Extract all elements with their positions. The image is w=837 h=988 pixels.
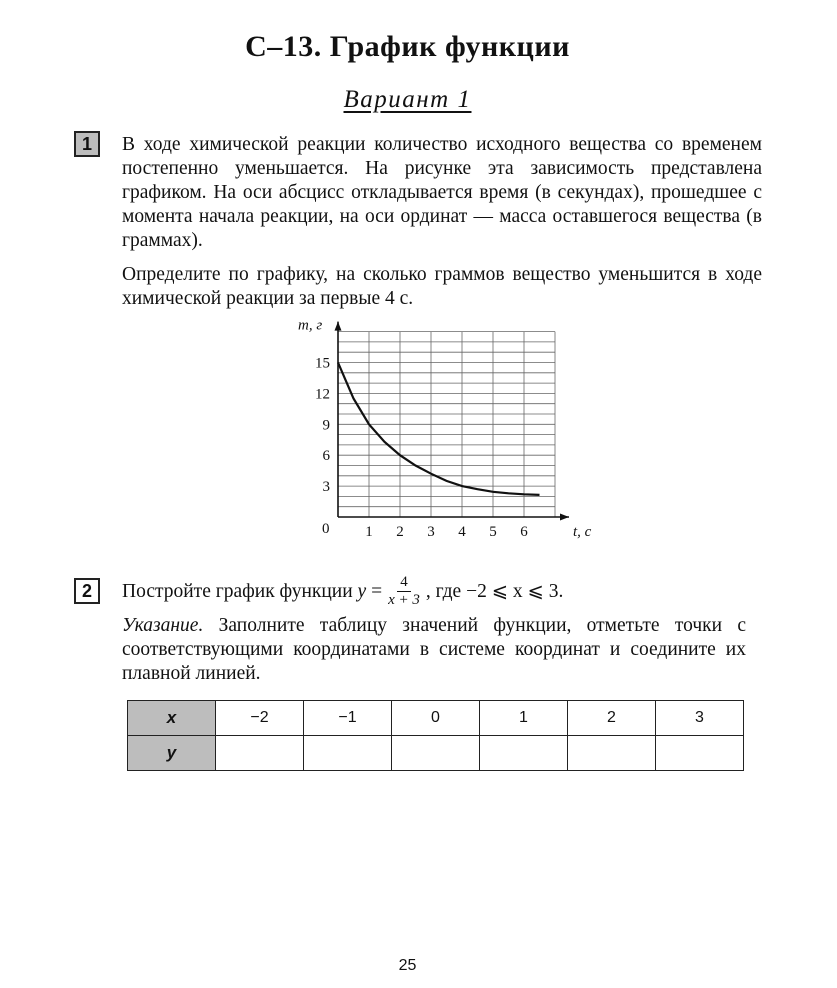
- y-tick-label: 15: [315, 355, 330, 372]
- table-y-cell[interactable]: [656, 736, 744, 771]
- x-tick-label: 3: [427, 524, 435, 540]
- table-x-cell: −1: [304, 701, 392, 736]
- x-tick-label: 2: [396, 524, 404, 540]
- task-2-prefix: Постройте график функции: [122, 580, 353, 602]
- hint-text: Заполните таблицу значений функции, отметьте точки с соответствующими координатами в системе координат и соедините их плавной линией.: [122, 615, 746, 684]
- y-axis-arrow: [335, 322, 342, 331]
- table-x-header: x: [128, 701, 216, 736]
- mass-time-chart: [290, 316, 592, 556]
- table-x-cell: 3: [656, 701, 744, 736]
- x-tick-label: 6: [520, 524, 528, 540]
- x-tick-label: 5: [489, 524, 497, 540]
- page-number: 25: [398, 957, 417, 974]
- table-x-cell: 1: [480, 701, 568, 736]
- page-title: С–13. График функции: [245, 30, 570, 63]
- table-y-cell[interactable]: [568, 736, 656, 771]
- table-x-cell: 0: [392, 701, 480, 736]
- task-2-statement: [122, 574, 762, 609]
- hint-label: Указание.: [122, 615, 204, 636]
- task-2-fraction: [385, 574, 423, 609]
- task-1-paragraph-2: Определите по графику, на сколько граммов вещество уменьшится в ходе химической реакции за первые 4 с.: [122, 264, 762, 309]
- y-tick-label: 6: [322, 448, 330, 465]
- y-tick-label: 3: [322, 479, 330, 496]
- fraction-numerator: 4: [397, 574, 411, 592]
- table-y-header: y: [128, 736, 216, 771]
- chart-y-axis-label: m, г: [298, 317, 323, 334]
- task-2-y-variable: y: [357, 580, 367, 602]
- table-y-cell[interactable]: [392, 736, 480, 771]
- chart-series-line: [338, 363, 540, 495]
- task-2-equals: =: [371, 580, 383, 602]
- fraction-denominator: x + 3: [388, 592, 420, 608]
- y-tick-label: 9: [322, 417, 330, 434]
- chart-origin-label: 0: [322, 521, 330, 537]
- table-row-x: [128, 701, 744, 736]
- task-2-number: 2: [74, 578, 100, 604]
- table-y-cell[interactable]: [304, 736, 392, 771]
- x-tick-label: 4: [458, 524, 466, 540]
- chart-x-axis-label: t, с: [573, 524, 592, 540]
- task-1-number: 1: [74, 131, 100, 157]
- task-1-paragraph-1: В ходе химической реакции количество исходного вещества со временем постепенно уменьшается. На рисунке эта зависимость представлена графиком. На оси абсцисс откладывается время (в секундах), прошедшее с момента начала реакции, на оси ординат — масса оставшегося вещества (в граммах).: [122, 134, 762, 251]
- chart-axes: [335, 322, 570, 521]
- table-x-cell: 2: [568, 701, 656, 736]
- task-1-text: [122, 133, 762, 311]
- chart-grid: [338, 332, 555, 517]
- y-tick-label: 12: [315, 386, 330, 403]
- x-tick-label: 1: [365, 524, 373, 540]
- task-2-domain: , где −2 ⩽ x ⩽ 3.: [425, 580, 564, 602]
- table-y-cell[interactable]: [216, 736, 304, 771]
- task-2-hint: [122, 614, 746, 686]
- table-x-cell: −2: [216, 701, 304, 736]
- table-row-y: [128, 736, 744, 771]
- x-axis-arrow: [560, 514, 569, 521]
- table-y-cell[interactable]: [480, 736, 568, 771]
- variant-label: Вариант 1: [343, 86, 472, 113]
- variant-heading: [0, 86, 815, 114]
- values-table: [127, 700, 744, 771]
